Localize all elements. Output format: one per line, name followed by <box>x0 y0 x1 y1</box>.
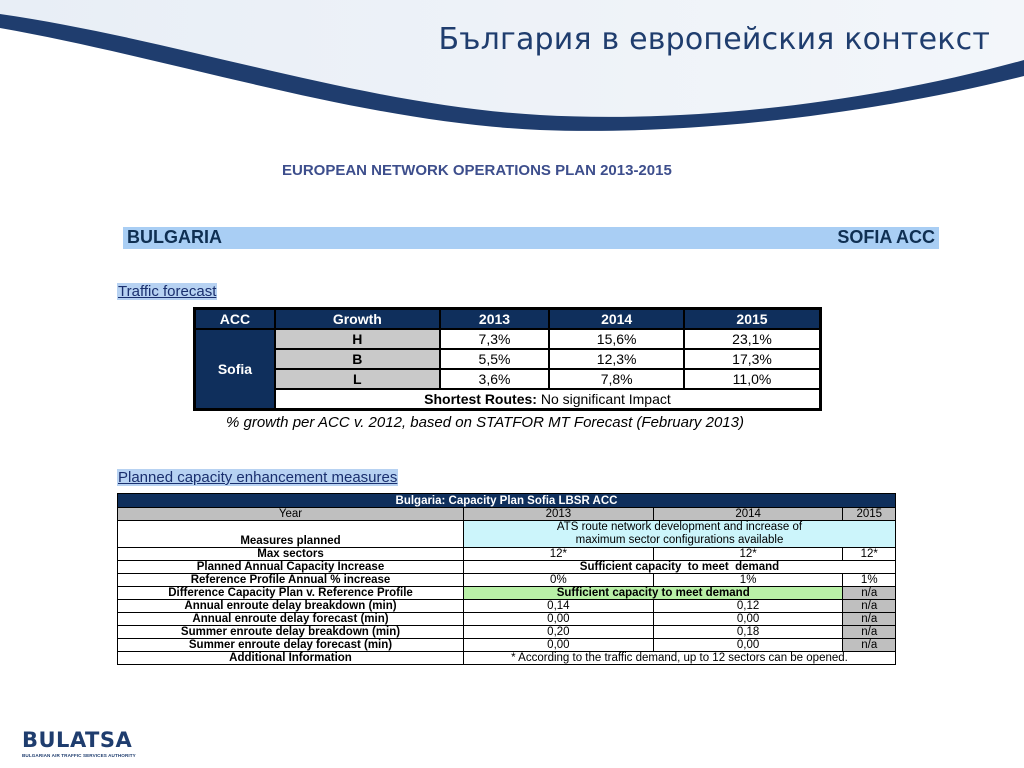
header-2013: 2013 <box>440 309 550 330</box>
reference-profile-cell: 0% <box>464 574 654 587</box>
header-growth: Growth <box>275 309 440 330</box>
delay-cell: n/a <box>843 626 896 639</box>
country-bar <box>123 227 939 249</box>
slide-title: България в европейския контекст <box>438 22 990 57</box>
header-acc: ACC <box>195 309 275 330</box>
shortest-routes-cell <box>275 389 821 410</box>
value-cell: 3,6% <box>440 369 550 389</box>
year-label: Year <box>118 508 464 521</box>
max-sectors-cell: 12* <box>653 548 843 561</box>
delay-cell: 0,14 <box>464 600 654 613</box>
traffic-footnote: % growth per ACC v. 2012, based on STATFOR MT Forecast (February 2013) <box>226 414 744 431</box>
capacity-title-row <box>118 494 896 508</box>
delay-label: Summer enroute delay forecast (min) <box>118 639 464 652</box>
header-2015: 2015 <box>684 309 820 330</box>
traffic-header-row <box>195 309 821 330</box>
delay-label: Annual enroute delay breakdown (min) <box>118 600 464 613</box>
traffic-forecast-table <box>193 307 822 411</box>
delay-row <box>118 639 896 652</box>
max-sectors-cell: 12* <box>843 548 896 561</box>
bulatsa-logo <box>22 728 136 758</box>
measures-value: ATS route network development and increase of maximum sector configurations available <box>464 521 896 548</box>
difference-2015: n/a <box>843 587 896 600</box>
additional-info-row <box>118 652 896 665</box>
delay-row <box>118 600 896 613</box>
additional-info-label: Additional Information <box>118 652 464 665</box>
max-sectors-label: Max sectors <box>118 548 464 561</box>
measures-label: Measures planned <box>118 521 464 548</box>
planned-increase-row <box>118 561 896 574</box>
value-cell: 15,6% <box>549 329 684 349</box>
year-row <box>118 508 896 521</box>
capacity-plan-table <box>117 493 896 665</box>
capacity-table-title: Bulgaria: Capacity Plan Sofia LBSR ACC <box>118 494 896 508</box>
shortest-routes-row <box>195 389 821 410</box>
value-cell: 17,3% <box>684 349 820 369</box>
planned-increase-label: Planned Annual Capacity Increase <box>118 561 464 574</box>
max-sectors-cell: 12* <box>464 548 654 561</box>
delay-cell: 0,00 <box>653 639 843 652</box>
traffic-forecast-heading: Traffic forecast <box>118 283 217 300</box>
delay-label: Annual enroute delay forecast (min) <box>118 613 464 626</box>
delay-cell: 0,00 <box>464 613 654 626</box>
country-name: BULGARIA <box>127 227 222 247</box>
delay-row <box>118 626 896 639</box>
delay-row <box>118 613 896 626</box>
year-cell: 2015 <box>843 508 896 521</box>
year-cell: 2013 <box>464 508 654 521</box>
logo-subtitle: BULGARIAN AIR TRAFFIC SERVICES AUTHORITY <box>22 753 136 758</box>
value-cell: 5,5% <box>440 349 550 369</box>
year-cell: 2014 <box>653 508 843 521</box>
value-cell: 12,3% <box>549 349 684 369</box>
delay-cell: 0,20 <box>464 626 654 639</box>
value-cell: 7,8% <box>549 369 684 389</box>
traffic-row-b <box>195 349 821 369</box>
delay-cell: n/a <box>843 600 896 613</box>
growth-code: L <box>275 369 440 389</box>
delay-cell: 0,18 <box>653 626 843 639</box>
value-cell: 23,1% <box>684 329 820 349</box>
difference-value: Sufficient capacity to meet demand <box>464 587 843 600</box>
measures-row <box>118 521 896 548</box>
reference-profile-label: Reference Profile Annual % increase <box>118 574 464 587</box>
reference-profile-cell: 1% <box>843 574 896 587</box>
document-title: EUROPEAN NETWORK OPERATIONS PLAN 2013-2015 <box>282 162 672 179</box>
delay-label: Summer enroute delay breakdown (min) <box>118 626 464 639</box>
value-cell: 11,0% <box>684 369 820 389</box>
header-swoosh <box>0 0 1024 140</box>
delay-cell: n/a <box>843 613 896 626</box>
growth-code: B <box>275 349 440 369</box>
difference-row <box>118 587 896 600</box>
difference-label: Difference Capacity Plan v. Reference Profile <box>118 587 464 600</box>
traffic-row-l <box>195 369 821 389</box>
capacity-heading: Planned capacity enhancement measures <box>118 469 398 486</box>
max-sectors-row <box>118 548 896 561</box>
header-2014: 2014 <box>549 309 684 330</box>
reference-profile-cell: 1% <box>653 574 843 587</box>
shortest-routes-value: No significant Impact <box>536 391 671 407</box>
acc-cell-sofia: Sofia <box>195 329 275 410</box>
logo-wordmark: BULATSA <box>22 728 133 752</box>
delay-cell: 0,12 <box>653 600 843 613</box>
delay-cell: 0,00 <box>653 613 843 626</box>
planned-increase-value: Sufficient capacity to meet demand <box>464 561 896 574</box>
additional-info-value: * According to the traffic demand, up to 12 sectors can be opened. <box>464 652 896 665</box>
shortest-routes-label: Shortest Routes: <box>424 391 537 407</box>
reference-profile-row <box>118 574 896 587</box>
growth-code: H <box>275 329 440 349</box>
delay-cell: 0,00 <box>464 639 654 652</box>
value-cell: 7,3% <box>440 329 550 349</box>
traffic-row-h <box>195 329 821 349</box>
delay-cell: n/a <box>843 639 896 652</box>
acc-name: SOFIA ACC <box>837 227 935 247</box>
